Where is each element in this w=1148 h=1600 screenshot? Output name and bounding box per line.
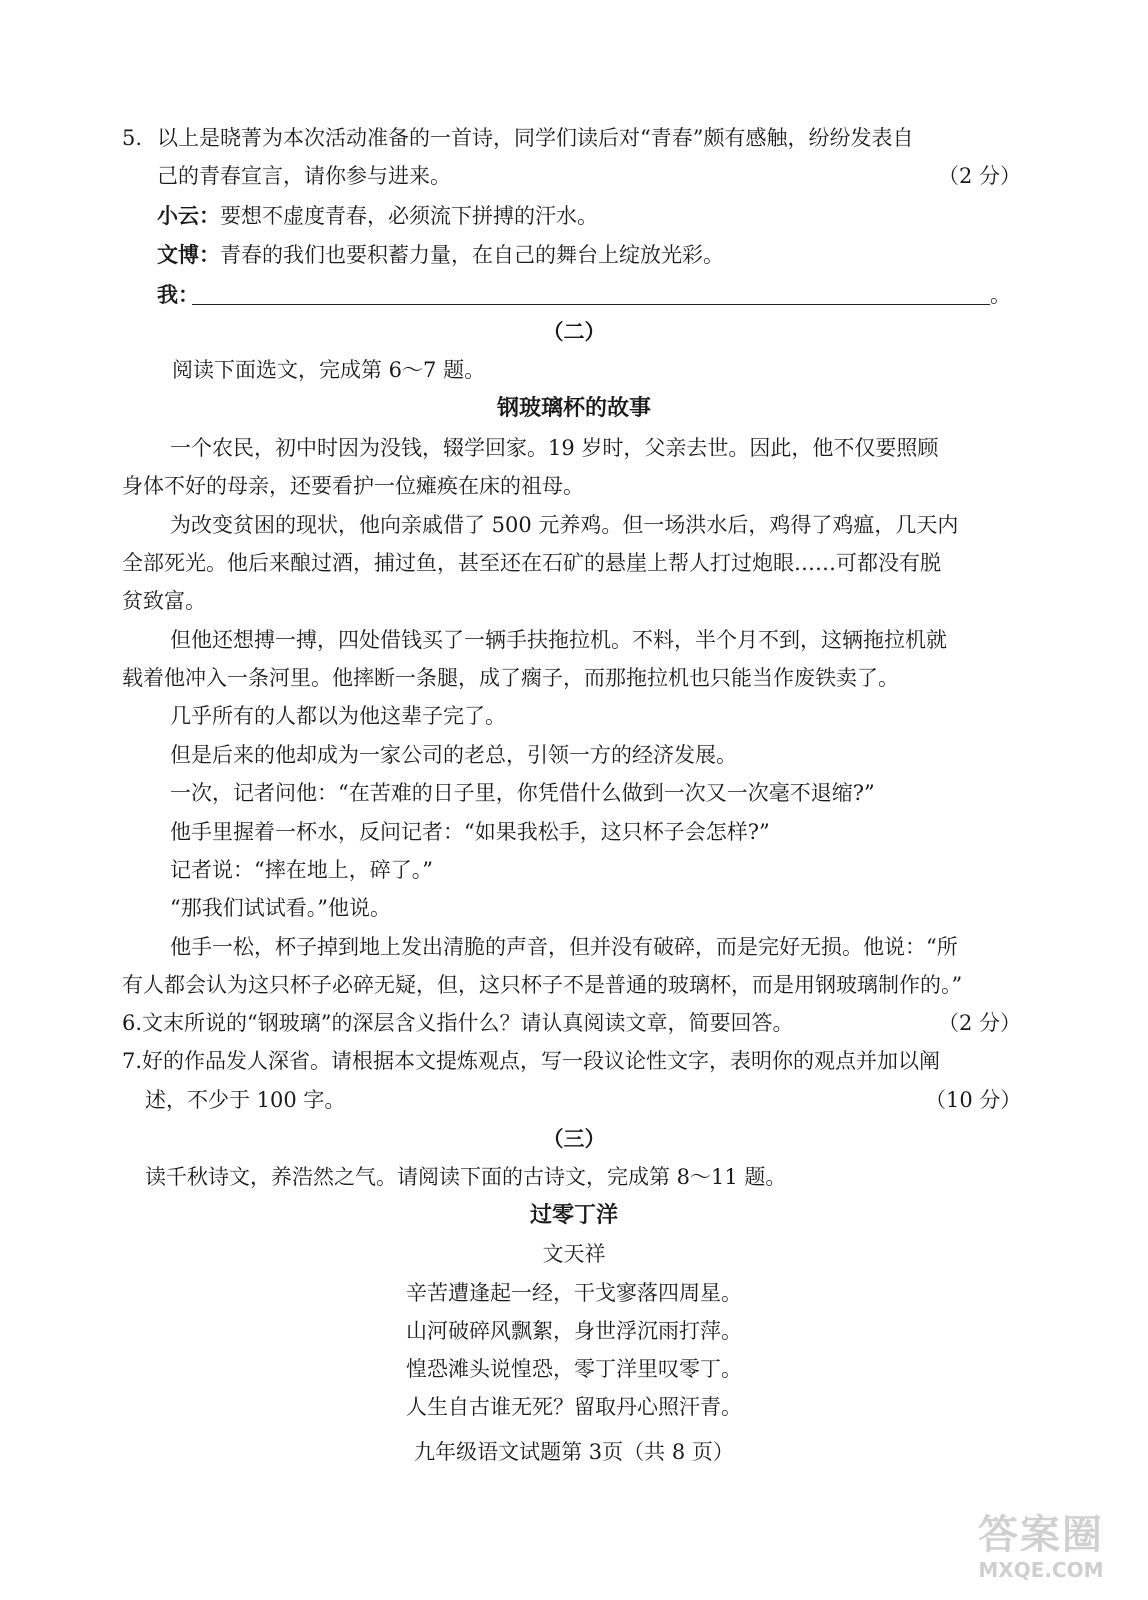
watermark-logo — [956, 1512, 1126, 1594]
poem-line: 惶恐滩头说惶恐，零丁洋里叹零丁。 — [406, 1357, 742, 1381]
article-line: 全部死光。他后来酿过酒，捕过鱼，甚至还在石矿的悬崖上帮人打过炮眼……可都没有脱 — [122, 551, 941, 575]
article-line: 贫致富。 — [122, 589, 206, 613]
me-label: 我： — [157, 283, 199, 307]
article-line: 一个农民，初中时因为没钱，辍学回家。19 岁时，父亲去世。因此，他不仅要照顾 — [170, 436, 939, 460]
wenbo-line — [157, 241, 724, 269]
poem-line: 山河破碎风飘絮，身世浮沉雨打萍。 — [406, 1319, 742, 1343]
article-line: 但他还想搏一搏，四处借钱买了一辆手扶拖拉机。不料，半个月不到，这辆拖拉机就 — [170, 628, 947, 652]
q5-text-line1: 以上是晓菁为本次活动准备的一首诗，同学们读后对“青春”颇有感触，纷纷发表自 — [157, 126, 914, 150]
section2-heading: （二） — [542, 320, 606, 344]
poem-line: 辛苦遭逢起一经，干戈寥落四周星。 — [406, 1281, 742, 1305]
article-line: 他手一松，杯子掉到地上发出清脆的声音，但并没有破碎，而是完好无损。他说：“所 — [170, 935, 958, 959]
article-line: 记者说：“摔在地上，碎了。” — [170, 858, 433, 882]
section3-heading: （三） — [542, 1127, 606, 1151]
q6-text: 6.文末所说的“钢玻璃”的深层含义指什么？请认真阅读文章，简要回答。 — [122, 1011, 794, 1035]
page-footer: 九年级语文试题第 3页（共 8 页） — [414, 1440, 734, 1464]
xiaoyun-label: 小云： — [157, 204, 220, 228]
wenbo-label: 文博： — [157, 243, 220, 267]
q5-number: 5. — [122, 126, 143, 150]
article-line: 他手里握着一杯水，反问记者：“如果我松手，这只杯子会怎样?” — [170, 820, 770, 844]
article-title: 钢玻璃杯的故事 — [496, 396, 651, 421]
q5-score: （2 分） — [938, 164, 1022, 188]
poem-author: 文天祥 — [542, 1242, 606, 1266]
me-end-period: 。 — [990, 283, 1011, 307]
article-line: 几乎所有的人都以为他这辈子完了。 — [170, 704, 506, 728]
section3-instruction: 读千秋诗文，养浩然之气。请阅读下面的古诗文，完成第 8～11 题。 — [145, 1165, 787, 1189]
article-line: 身体不好的母亲，还要看护一位瘫痪在床的祖母。 — [122, 474, 584, 498]
article-line: 载着他冲入一条河里。他摔断一条腿，成了瘸子，而那拖拉机也只能当作废铁卖了。 — [122, 666, 899, 690]
xiaoyun-line — [157, 202, 598, 230]
poem-line: 人生自古谁无死？留取丹心照汗青。 — [406, 1395, 742, 1419]
q7-score: （10 分） — [925, 1088, 1022, 1112]
article-line: 为改变贫困的现状，他向亲戚借了 500 元养鸡。但一场洪水后，鸡得了鸡瘟，几天内 — [170, 513, 959, 537]
q6-score: （2 分） — [938, 1011, 1022, 1035]
article-line: 但是后来的他却成为一家公司的老总，引领一方的经济发展。 — [170, 743, 737, 767]
wenbo-text: 青春的我们也要积蓄力量，在自己的舞台上绽放光彩。 — [220, 243, 724, 267]
section2-instruction: 阅读下面选文，完成第 6～7 题。 — [172, 358, 486, 382]
xiaoyun-text: 要想不虚度青春，必须流下拼搏的汗水。 — [220, 204, 598, 228]
watermark-big-text: 答案圈 — [978, 1512, 1104, 1558]
q7-text-line2: 述，不少于 100 字。 — [145, 1088, 346, 1112]
watermark-site-text: MXQE.COM — [978, 1558, 1104, 1582]
article-line: 一次，记者问他：“在苦难的日子里，你凭借什么做到一次又一次毫不退缩?” — [170, 781, 875, 805]
poem-title: 过零丁洋 — [529, 1203, 618, 1228]
answer-blank[interactable] — [192, 304, 990, 305]
article-line: “那我们试试看。”他说。 — [170, 896, 391, 920]
q7-text-line1: 7.好的作品发人深省。请根据本文提炼观点，写一段议论性文字，表明你的观点并加以阐 — [122, 1049, 941, 1073]
q5-text-line2: 己的青春宣言，请你参与进来。 — [157, 164, 451, 188]
article-line: 有人都会认为这只杯子必碎无疑，但，这只杯子不是普通的玻璃杯，而是用钢玻璃制作的。” — [122, 973, 963, 997]
